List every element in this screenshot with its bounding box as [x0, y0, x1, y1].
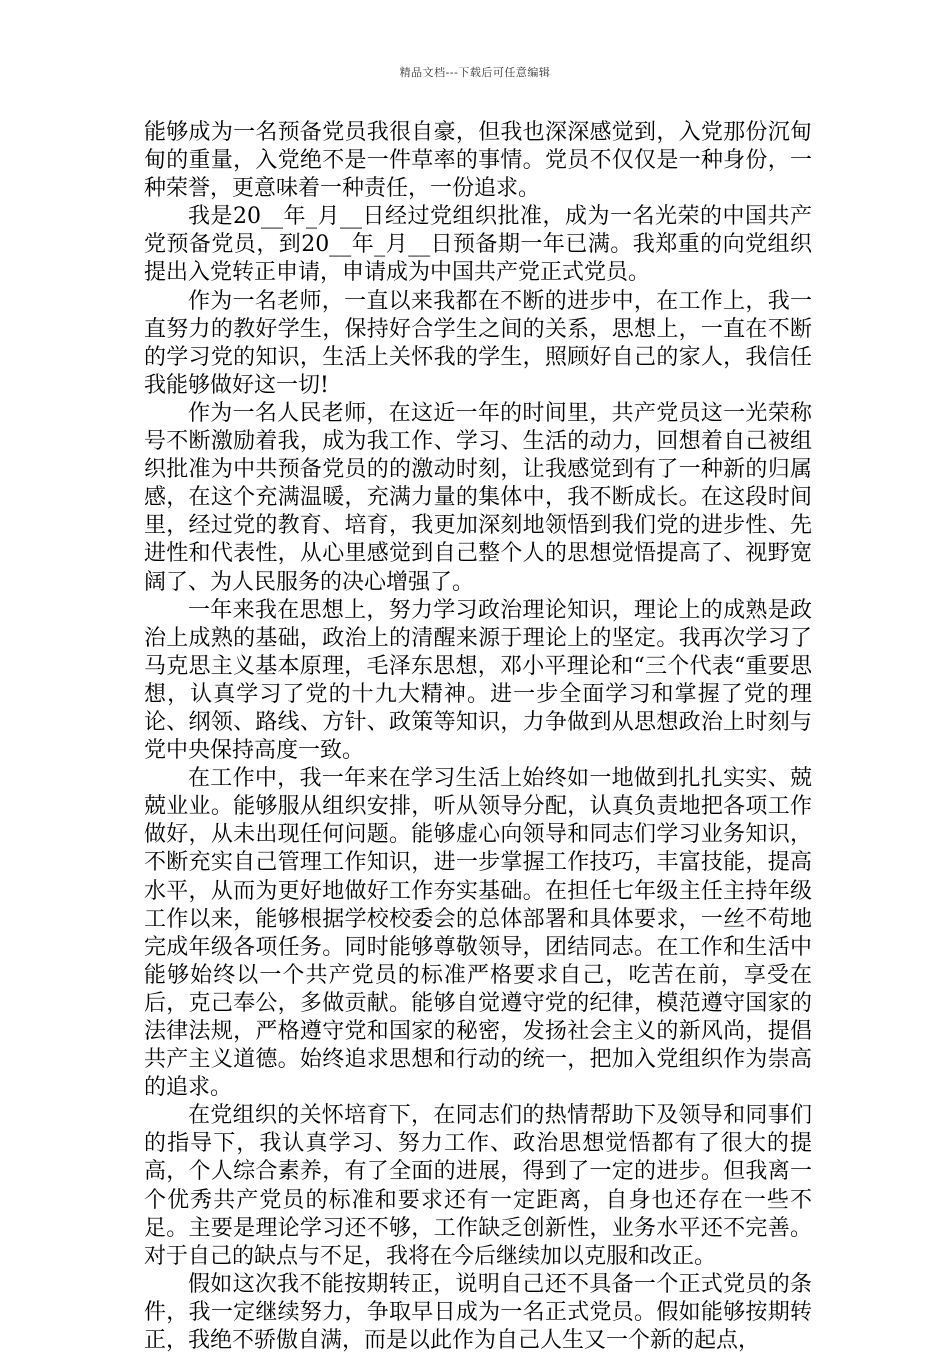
paragraph-7: 在党组织的关怀培育下，在同志们的热情帮助下及领导和同事们的指导下，我认真学习、努力工作、政治思想觉悟都有了很大的提高，个人综合素养，有了全面的进展，得到了一定的进步。但我离一个优秀共产党员的标准和要求还有一定距离，自身也还存在一些不足。主要是理论学习还不够，工作缺乏创新性，业务水平还不完善。对于自己的缺点与不足，我将在今后继续加以克服和改正。	[144, 1103, 812, 1269]
paragraph-6: 在工作中，我一年来在学习生活上始终如一地做到扎扎实实、兢兢业业。能够服从组织安排，听从领导分配，认真负责地把各项工作做好，从未出现任何问题。能够虚心向领导和同志们学习业务知识，不断充实自己管理工作知识，进一步掌握工作技巧，丰富技能，提高水平，从而为更好地做好工作夯实基础。在担任七年级主任主持年级工作以来，能够根据学校校委会的总体部署和具体要求，一丝不苟地完成年级各项任务。同时能够尊敬领导，团结同志。在工作和生活中能够始终以一个共产党员的标准严格要求自己，吃苦在前，享受在后，克己奉公，多做贡献。能够自觉遵守党的纪律，模范遵守国家的法律法规，严格遵守党和国家的秘密，发扬社会主义的新风尚，提倡共产主义道德。始终追求思想和行动的统一，把加入党组织作为崇高的追求。	[144, 766, 812, 1101]
paragraph-5: 一年来我在思想上，努力学习政治理论知识，理论上的成熟是政治上成熟的基础，政治上的清醒来源于理论上的坚定。我再次学习了马克思主义基本原理，毛泽东思想，邓小平理论和“三个代表“重要思想，认真学习了党的十九大精神。进一步全面学习和掌握了党的理论、纲领、路线、方针、政策等知识，力争做到从思想政治上时刻与党中央保持高度一致。	[144, 597, 812, 764]
paragraph-3: 作为一名老师，一直以来我都在不断的进步中，在工作上，我一直努力的教好学生，保持好合学生之间的关系，思想上，一直在不断的学习党的知识，生活上关怀我的学生，照顾好自己的家人，我信任我能够做好这一切!	[144, 288, 812, 398]
paragraph-2: 我是20__年_月__日经过党组织批准，成为一名光荣的中国共产党预备党员，到20__年_月__日预备期一年已满。我郑重的向党组织提出入党转正申请，申请成为中国共产党正式党员。	[144, 204, 812, 286]
paragraph-1: 能够成为一名预备党员我很自豪，但我也深深感觉到，入党那份沉甸甸的重量，入党绝不是一件草率的事情。党员不仅仅是一种身份，一种荣誉，更意味着一种责任，一份追求。	[144, 120, 812, 202]
document-body	[144, 119, 812, 1355]
paragraph-4: 作为一名人民老师，在这近一年的时间里，共产党员这一光荣称号不断激励着我，成为我工作、学习、生活的动力，回想着自己被组织批准为中共预备党员的的激动时刻，让我感觉到有了一种新的归属感，在这个充满温暖，充满力量的集体中，我不断成长。在这段时间里，经过党的教育、培育，我更加深刻地领悟到我们党的进步性、先进性和代表性，从心里感觉到自己整个人的思想觉悟提高了、视野宽阔了、为人民服务的决心增强了。	[144, 400, 812, 595]
paragraph-8: 假如这次我不能按期转正，说明自己还不具备一个正式党员的条件，我一定继续努力，争取早日成为一名正式党员。假如能够按期转正，我绝不骄傲自满，而是以此作为自己人生又一个新的起点，	[144, 1271, 812, 1354]
page-header: 精品文档---下载后可任意编辑	[399, 66, 551, 79]
